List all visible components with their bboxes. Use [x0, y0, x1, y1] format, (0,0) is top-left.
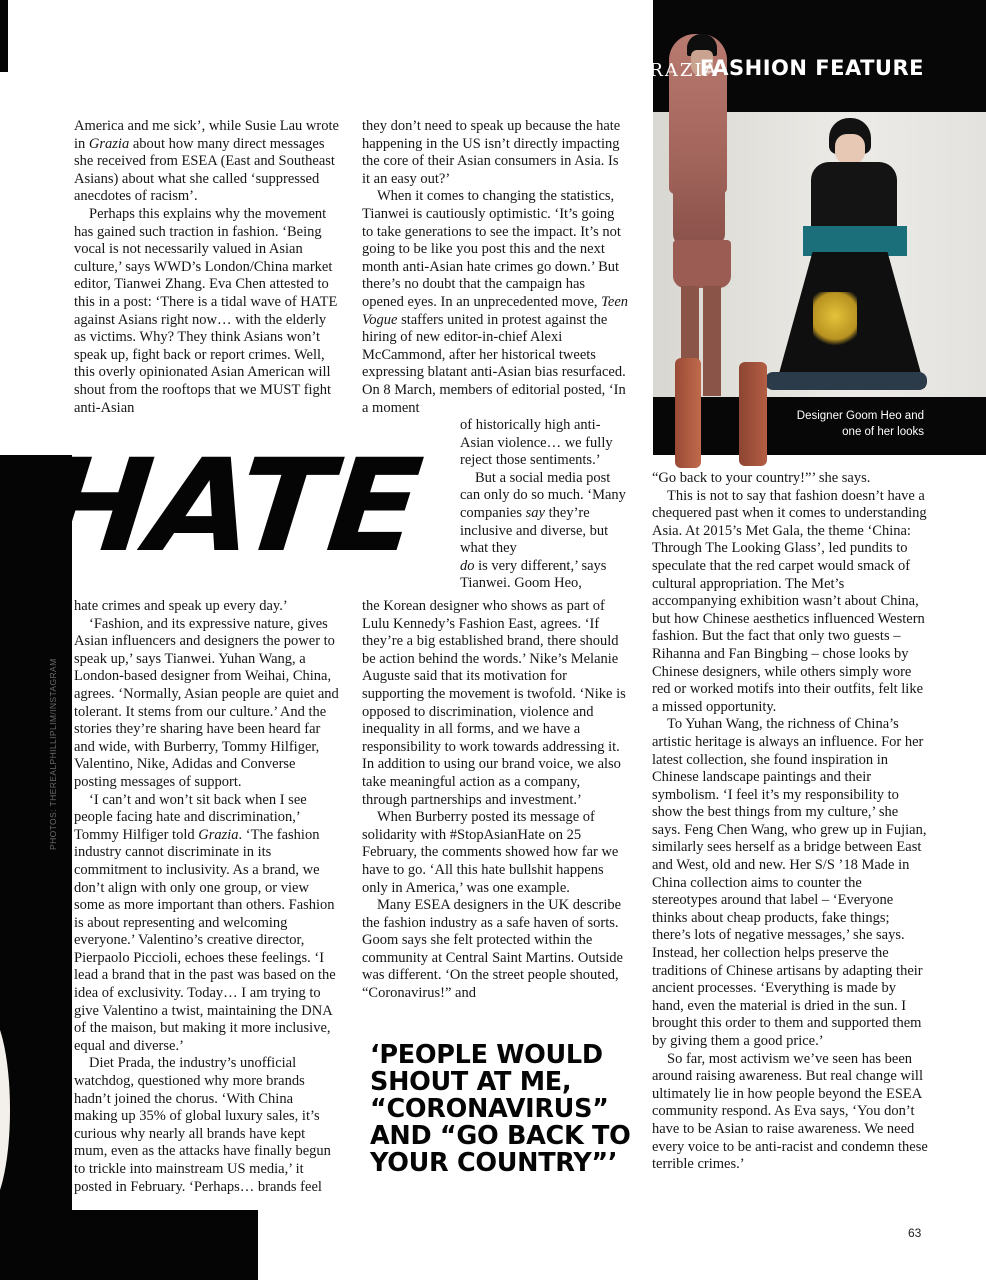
- paragraph-text: This is not to say that fashion doesn’t have a chequered past when it comes to understanding Asia. At 2015’s Met Gala, the theme ‘China: Through The Looking Glass’, led pundits to speculate that the red carpet would smack of cultural appropriation. The Met’s accompanying exhibition wasn’t about China, but how Chinese aesthetics influenced Western fashion. But the fact that only two guests – Rihanna and Fan Bingbing – chose looks by Chinese designers, while others simply wore red or worked motifs into their outfits, felt like a missed opportunity.: [652, 487, 927, 715]
- paragraph-text: Many ESEA designers in the UK describe the fashion industry as a safe haven of sorts. Goom says she felt protected within the community at Central Saint Martins. Outside was different. ‘On the street people shouted, “Coronavirus!” and: [362, 897, 623, 1002]
- masthead: [633, 52, 986, 88]
- column-2-middle: [460, 417, 628, 593]
- paragraph-emphasis: Grazia: [88, 135, 130, 152]
- photo-caption-line: Designer Goom Heo and: [796, 410, 924, 422]
- article-paragraph: [652, 716, 928, 1050]
- article-paragraph: [460, 470, 628, 558]
- paragraph-text: they don’t need to speak up because the hate happening in the US isn’t directly impacting the core of their Asian consumers in Asia. Is it an easy out?’: [362, 118, 621, 187]
- paragraph-text: So far, most activism we’ve seen has been around raising awareness. But real change will ultimately lie in how people beyond the ESEA community respond. As Eva says, ‘You don’t have to be Asian to raise awareness. We need every voice to be anti-racist and condemn these terrible crimes.’: [652, 1050, 928, 1173]
- column-1-top: [74, 118, 340, 417]
- column-3: [652, 470, 928, 1174]
- paragraph-text: is very different,’ says Tianwei. Goom Heo,: [460, 557, 607, 592]
- paragraph-text: “Go back to your country!”’ she says.: [652, 470, 871, 486]
- paragraph-text: When Burberry posted its message of solidarity with #StopAsianHate on 25 February, the comments showed how far we have to go. ‘All this hate bullshit happens only in America,’ was one example.: [362, 809, 619, 896]
- paragraph-text: ‘Fashion, and its expressive nature, gives Asian influencers and designers the power to speak up,’ says Tianwei. Yuhan Wang, a London-based designer from Weihai, China, agrees. ‘Normally, Asian people are quiet and tolerant. It stems from our culture.’ And the stories they’re sharing have been heard far and wide, with Burberry, Tommy Hilfiger, Valentino, Nike, Adidas and Converse posting messages of support.: [74, 615, 339, 790]
- paragraph-text: staffers united in protest against the hiring of new editor-in-chief Alexi McCammond, after her historical tweets expressing blatant anti-Asian bias resurfaced. On 8 March, members of editorial posted, ‘In a moment: [362, 311, 626, 416]
- article-paragraph: [74, 1055, 340, 1196]
- paragraph-text: Perhaps this explains why the movement has gained such traction in fashion. ‘Being vocal is not necessarily valued in Asian culture,’ says WWD’s London/China market editor, Tianwei Zhang. Eva Chen attested to this in a post: ‘There is a tidal wave of HATE against Asians right now… with the elderly as victims. Why? They think Asians won’t speak up, fight back or report crimes. Well, this overly opinionated Asian American will shout from the rooftops that we MUST fight anti-Asian: [74, 205, 338, 416]
- magazine-brand: GRAZIA: [633, 60, 719, 81]
- column-2-bottom: [362, 598, 628, 1003]
- designer-figure-shoes: [765, 372, 927, 390]
- article-paragraph: [74, 598, 340, 616]
- edge-bleed-top: [0, 0, 8, 72]
- article-paragraph: [74, 118, 340, 206]
- paragraph-text: of historically high anti-Asian violence… we fully reject those sentiments.’: [460, 417, 613, 469]
- designer-figure-face: [835, 134, 865, 164]
- article-paragraph: [74, 616, 340, 792]
- pull-quote: ‘PEOPLE WOULD SHOUT AT ME, “CORONAVIRUS” AND “GO BACK TO YOUR COUNTRY”’: [370, 1040, 631, 1178]
- paragraph-text: America and me sick’, while Susie Lau wrote in: [74, 118, 339, 152]
- page-number: 63: [908, 1226, 922, 1240]
- photo-credit: PHOTOS: THEREALPHILLIPLIM/INSTAGRAM: [48, 658, 58, 850]
- paragraph-emphasis: do: [460, 557, 475, 574]
- paragraph-emphasis: Teen Vogue: [362, 293, 629, 328]
- column-1-bottom: [74, 598, 340, 1196]
- feature-photo: [633, 0, 986, 455]
- paragraph-emphasis: say: [525, 504, 545, 521]
- paragraph-text: about how many direct messages she received from ESEA (East and Southeast Asians) about what she called ‘suppressed anecdotes of racism’.: [74, 135, 335, 205]
- paragraph-text: . ‘The fashion industry cannot discriminate in its commitment to inclusivity. As a brand, we don’t align with only one group, or view some as more important than others. Fashion is about representing and welcoming everyone.’ Valentino’s creative director, Pierpaolo Piccioli, echoes these feelings. ‘I lead a brand that in the past was based on the idea of exclusivity. Today… I am trying to give Valentino a twist, maintaining the DNA of the maison, but making it more inclusive, equal and diverse.’: [74, 826, 336, 1054]
- paragraph-text: To Yuhan Wang, the richness of China’s artistic heritage is always an influence. For her latest collection, she found inspiration in Chinese landscape paintings and their symbolism. ‘I feel it’s my responsibility to show the best things from my culture,’ she says. Feng Chen Wang, who grew up in Fujian, similarly sees herself as a bridge between East and West, old and new. Her S/S ’18 Made in China collection aims to counter the stereotypes around that label – ‘Everyone thinks about cheap products, fake things; there’s lots of negative messages,’ she says. Instead, her collection helps preserve the traditions of Chinese artisans by adapting their ancient processes. ‘Everything is made by hand, even the material is dried in the sun. I brought this order to them and supported them by giving them a good price.’: [652, 716, 927, 1049]
- designer-figure-flower-motif: [813, 292, 857, 352]
- article-paragraph: [362, 598, 628, 809]
- edge-bleed-bottom: [0, 1210, 258, 1280]
- photo-caption: [797, 408, 924, 440]
- paragraph-text: hate crimes and speak up every day.’: [74, 598, 288, 614]
- article-paragraph: [362, 897, 628, 1003]
- model-figure-skirt: [673, 240, 731, 288]
- article-paragraph: [652, 1051, 928, 1174]
- article-paragraph: [362, 809, 628, 897]
- model-figure-boot: [675, 358, 701, 468]
- paragraph-text: the Korean designer who shows as part of Lulu Kennedy’s Fashion East, agrees. ‘If they’re a big established brand, there should be action behind the words.’ Nike’s Melanie Auguste said that its motivation for supporting the movement is twofold. ‘Nike is opposed to discrimination, violence and inequality in all forms, and we have a responsibility to work towards addressing it. In addition to using our brand voice, we also take meaningful action as a company, through partnerships and investment.’: [362, 598, 626, 808]
- article-paragraph: [362, 118, 628, 188]
- paragraph-text: ‘I can’t and won’t sit back when I see people facing hate and discrimination,’ Tommy Hilfiger told: [74, 791, 307, 843]
- column-2-top: [362, 118, 628, 417]
- designer-figure-top: [811, 162, 897, 232]
- article-paragraph: [652, 470, 928, 488]
- paragraph-text: But a social media post can only do so much. ‘Many companies: [460, 469, 626, 521]
- photo-caption-line: one of her looks: [842, 426, 924, 438]
- model-figure-dress: [673, 150, 725, 246]
- paragraph-text: When it comes to changing the statistics, Tianwei is cautiously optimistic. ‘It’s going to take generations to see the impact. It’s not going to be like you post this and the next month anti-Asian hate crimes go down.’ But there’s no doubt that the campaign has opened eyes. In an unprecedented move,: [362, 188, 621, 310]
- model-figure-boot: [739, 362, 767, 466]
- article-paragraph: [74, 792, 340, 1056]
- headline: HATE: [31, 432, 427, 581]
- section-title: FASHION FEATURE: [699, 56, 924, 80]
- paragraph-text: they’re inclusive and diverse, but what they: [460, 504, 609, 557]
- article-paragraph: [652, 488, 928, 717]
- article-paragraph: [362, 188, 628, 417]
- article-paragraph: [74, 206, 340, 417]
- designer-figure-band: [803, 226, 907, 256]
- paragraph-text: Diet Prada, the industry’s unofficial watchdog, questioned why more brands hadn’t joined the chorus. ‘With China making up 35% of global luxury sales, it’s curious why nearly all brands have kept mum, even as the attacks have finally begun to trickle into mainstream US media,’ it posted in February. ‘Perhaps… brands feel: [74, 1055, 331, 1195]
- article-paragraph: [460, 558, 628, 593]
- model-figure-leg: [703, 286, 721, 396]
- paragraph-emphasis: Grazia: [198, 826, 239, 843]
